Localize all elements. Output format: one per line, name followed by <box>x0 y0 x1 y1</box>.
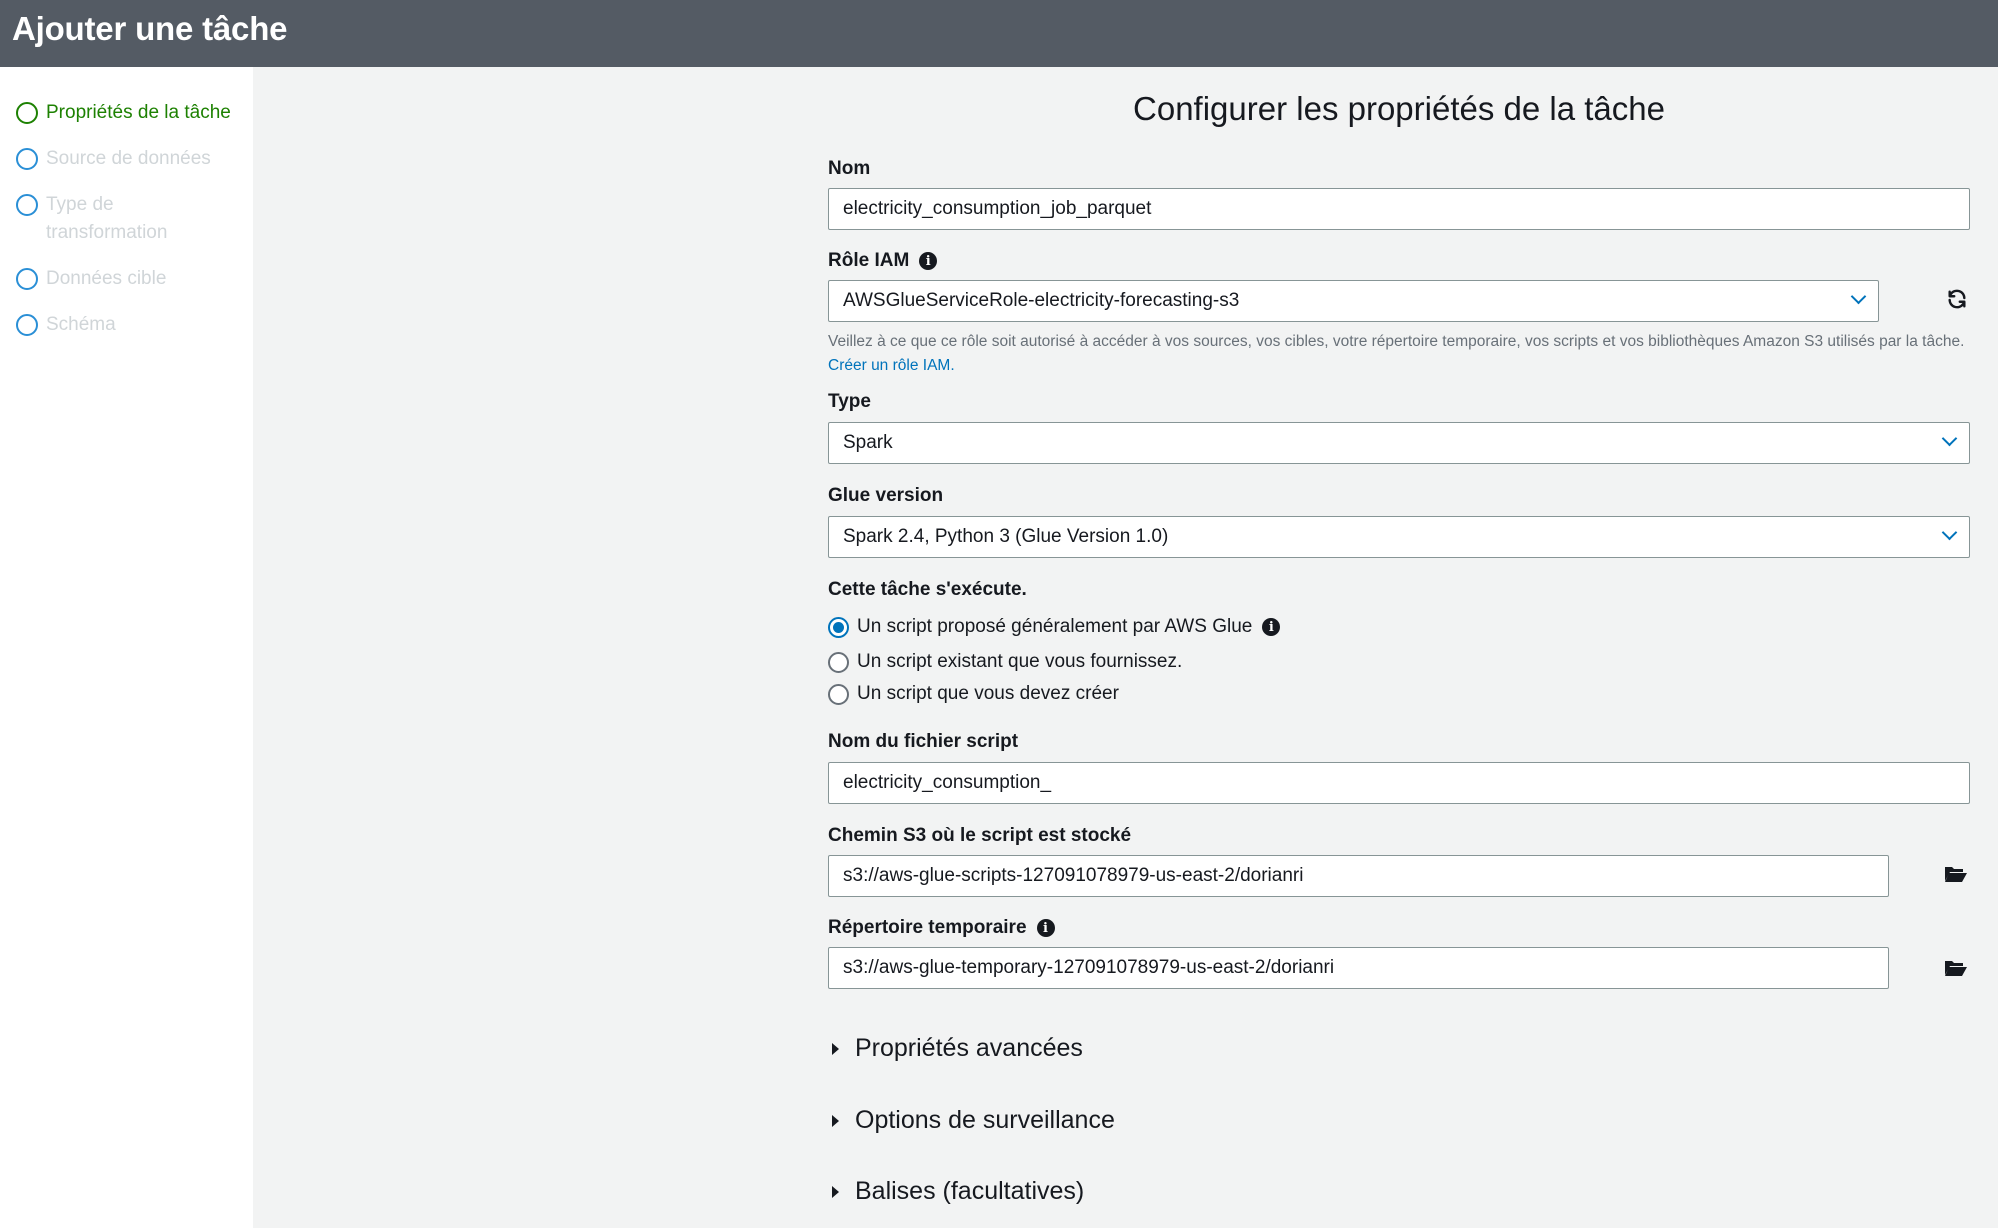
info-icon[interactable]: i <box>1262 618 1280 636</box>
page-header <box>0 0 1998 67</box>
step-schema <box>16 311 246 339</box>
folder-open-icon[interactable] <box>1944 958 1968 984</box>
iam-role-help-text: Veillez à ce que ce rôle soit autorisé à accéder à vos sources, vos cibles, votre répertoire temporaire, vos scripts et vos bibliothèques Amazon S3 utilisés par la tâche. Créer un rôle IAM. <box>828 333 1965 374</box>
caret-right-icon <box>832 1186 839 1198</box>
chevron-down-icon <box>1851 289 1867 305</box>
radio-option-new-script[interactable]: Un script que vous devez créer <box>828 683 1119 705</box>
step-target-data <box>16 265 246 293</box>
wizard-steps-sidebar <box>0 67 253 1228</box>
temp-dir-input[interactable]: s3://aws-glue-temporary-127091078979-us-east-2/dorianri <box>828 947 1889 989</box>
radio-button[interactable] <box>828 684 849 705</box>
radio-option-proposed-script[interactable]: Un script proposé généralement par AWS Glue i <box>828 616 1280 638</box>
name-label: Nom <box>828 158 871 179</box>
step-data-source <box>16 145 246 173</box>
step-label: Propriétés de la tâche <box>46 102 231 123</box>
step-label: Type de transformation <box>46 194 168 243</box>
page-header-title: Ajouter une tâche <box>12 10 288 47</box>
step-circle-icon <box>16 268 38 290</box>
chevron-down-icon <box>1942 525 1958 541</box>
temp-dir-label: Répertoire temporaire i <box>828 917 1055 939</box>
s3-path-input[interactable]: s3://aws-glue-scripts-127091078979-us-east-2/dorianri <box>828 855 1889 897</box>
folder-open-icon[interactable] <box>1944 864 1968 890</box>
script-name-label: Nom du fichier script <box>828 731 1019 752</box>
form-title: Configurer les propriétés de la tâche <box>1133 90 1665 127</box>
create-iam-role-link[interactable]: Créer un rôle IAM. <box>828 357 955 374</box>
refresh-icon[interactable] <box>1946 288 1968 316</box>
job-runs-label: Cette tâche s'exécute. <box>828 579 1027 600</box>
name-input[interactable]: electricity_consumption_job_parquet <box>828 188 1970 230</box>
radio-button[interactable] <box>828 652 849 673</box>
step-job-properties[interactable] <box>16 99 246 127</box>
radio-option-existing-script[interactable]: Un script existant que vous fournissez. <box>828 651 1182 673</box>
s3-path-label: Chemin S3 où le script est stocké <box>828 825 1132 846</box>
info-icon[interactable]: i <box>1037 919 1055 937</box>
iam-role-label: Rôle IAM i <box>828 250 937 272</box>
info-icon[interactable]: i <box>919 252 937 270</box>
glue-version-select[interactable]: Spark 2.4, Python 3 (Glue Version 1.0) <box>828 516 1970 558</box>
caret-right-icon <box>832 1115 839 1127</box>
monitoring-options-expander[interactable]: Options de surveillance <box>832 1106 1115 1135</box>
advanced-properties-expander[interactable]: Propriétés avancées <box>832 1034 1083 1063</box>
chevron-down-icon <box>1942 431 1958 447</box>
step-label: Source de données <box>46 148 211 169</box>
step-circle-icon <box>16 102 38 124</box>
step-label: Données cible <box>46 268 167 289</box>
script-name-input[interactable]: electricity_consumption_ <box>828 762 1970 804</box>
step-circle-icon <box>16 194 38 216</box>
radio-button[interactable] <box>828 617 849 638</box>
iam-role-select[interactable]: AWSGlueServiceRole-electricity-forecasting-s3 <box>828 280 1879 322</box>
glue-version-label: Glue version <box>828 485 944 506</box>
step-circle-icon <box>16 148 38 170</box>
step-label: Schéma <box>46 314 116 335</box>
type-select[interactable]: Spark <box>828 422 1970 464</box>
step-circle-icon <box>16 314 38 336</box>
caret-right-icon <box>832 1043 839 1055</box>
step-transform-type <box>16 191 166 247</box>
tags-expander[interactable]: Balises (facultatives) <box>832 1177 1084 1206</box>
type-label: Type <box>828 391 871 412</box>
